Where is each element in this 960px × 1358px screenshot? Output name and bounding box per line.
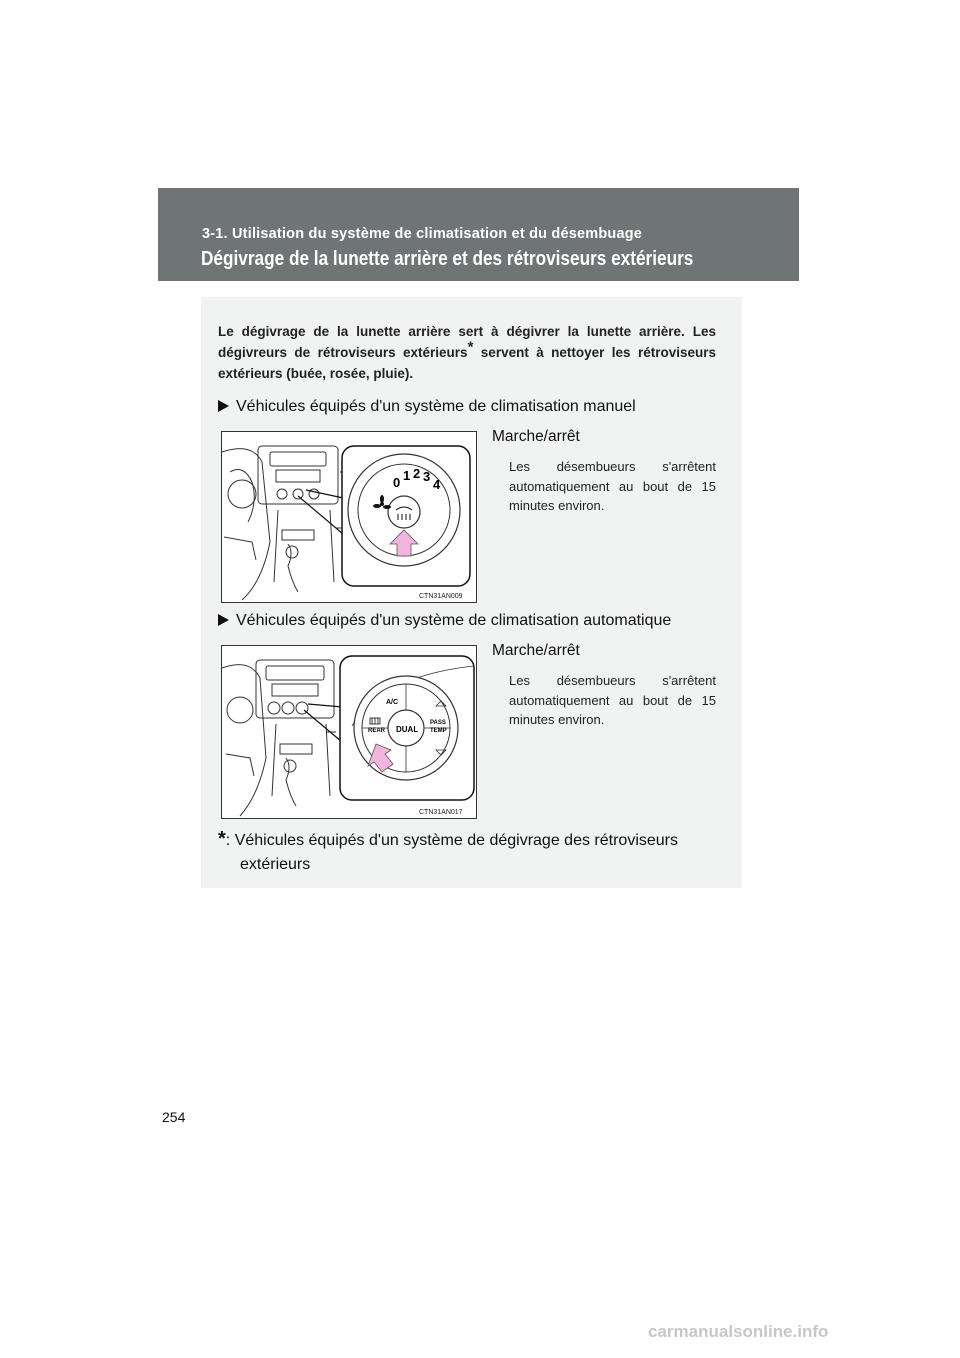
triangle-bullet-icon: [218, 400, 229, 412]
intro-paragraph: [218, 321, 716, 384]
dial-label-3: 3: [423, 469, 431, 484]
manual-onoff-text: Les désembueurs s'arrêtent automatiquement au bout de 15 minutes environ.: [509, 459, 716, 513]
dial-label-1: 1: [403, 468, 411, 483]
dial-label-2: 2: [413, 466, 421, 481]
dial-label-0: 0: [393, 475, 401, 490]
section-label: 3-1. Utilisation du système de climatisation et du désembuage: [202, 226, 643, 242]
auto-onoff-text: Les désembueurs s'arrêtent automatiquement au bout de 15 minutes environ.: [509, 673, 716, 727]
footnote-marker: *: [218, 828, 226, 850]
watermark: carmanualsonline.info: [648, 1322, 829, 1341]
pass-button-label: PASS: [430, 720, 446, 726]
footnote: [218, 827, 716, 877]
figure-code: CTN31AN017: [419, 809, 463, 816]
page-title: Dégivrage de la lunette arrière et des rétroviseurs extérieurs: [201, 248, 694, 270]
manual-onoff-title: Marche/arrêt: [492, 428, 580, 445]
manual-ac-figure: [221, 431, 477, 603]
dual-button-label: DUAL: [396, 725, 419, 734]
asterisk-mark: *: [467, 338, 474, 356]
manual-ac-heading: [218, 398, 636, 416]
manual-ac-heading-text: Véhicules équipés d'un système de climatisation manuel: [236, 398, 636, 415]
auto-ac-illustration: [222, 646, 476, 818]
manual-ac-illustration: [222, 432, 476, 602]
auto-onoff-title: Marche/arrêt: [492, 642, 580, 659]
footnote-text-cont: extérieurs: [240, 856, 311, 873]
auto-ac-heading-text: Véhicules équipés d'un système de climatisation automatique: [236, 612, 672, 629]
triangle-bullet-icon: [218, 614, 229, 626]
content-panel: [201, 297, 742, 888]
temp-button-label: TEMP: [430, 728, 447, 734]
chapter-header: [158, 188, 799, 281]
intro-text-2: servent à nettoyer les rétroviseurs extérieurs (buée, rosée, pluie).: [218, 345, 716, 381]
page-number: 254: [162, 1109, 186, 1125]
intro-text-1: Le dégivrage de la lunette arrière sert à dégivrer la lunette arrière. Les dégivreurs de rétroviseurs extérieurs: [218, 324, 716, 360]
rear-button-label: REAR: [368, 728, 386, 734]
footnote-text: : Véhicules équipés d'un système de dégivrage des rétroviseurs: [225, 832, 678, 849]
ac-button-label: A/C: [386, 699, 399, 706]
auto-ac-heading: [218, 612, 671, 630]
auto-ac-figure: [221, 645, 477, 819]
dial-label-4: 4: [433, 477, 441, 492]
figure-code: CTN31AN009: [419, 593, 463, 600]
